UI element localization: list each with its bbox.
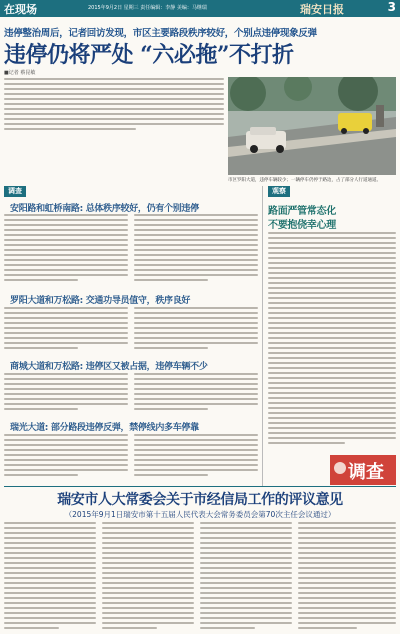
- section-4-col-a: [4, 434, 128, 482]
- bottom-col-3: [200, 522, 292, 630]
- section-tag-survey: 调查: [4, 186, 26, 197]
- section-title-1: 安阳路和虹桥南路: 总体秩序较好，仍有个别违停: [10, 204, 199, 214]
- section-title-4: 瑞光大道: 部分路段违停反弹，禁停线内多车停靠: [10, 423, 199, 433]
- paper-name: 瑞安日报: [300, 3, 344, 16]
- section-3-col-b: [134, 373, 258, 413]
- sidebar-title-line2: 不要抱侥幸心理: [268, 220, 336, 231]
- section-title-3: 商城大道和万松路: 违停区又被占据，违停车辆不少: [10, 362, 208, 372]
- section-1-col-b: [134, 214, 258, 286]
- column-divider: [262, 186, 263, 486]
- lead-kicker: 违停整治周后，记者回访发现，市区主要路段秩序较好，个别点违停现象反弹: [4, 28, 317, 39]
- dateline: 2015年9月2日 星期三 责任编辑：李静 美编：马继瑞: [88, 5, 207, 11]
- survey-banner: 调查: [330, 455, 396, 485]
- section-divider: [4, 486, 396, 487]
- bottom-col-4: [298, 522, 396, 630]
- photo-caption: 市区罗阳大道，违停车辆较少；一辆停车仍停于路边，占了部分人行道通道。: [228, 178, 381, 183]
- section-3-col-a: [4, 373, 128, 413]
- lead-body-text: [4, 78, 224, 130]
- section-title: 在现场: [4, 3, 37, 16]
- bottom-col-2: [102, 522, 194, 630]
- sidebar-tag: 观察: [268, 186, 290, 197]
- bottom-col-1: [4, 522, 96, 630]
- street-photo: [228, 77, 396, 175]
- section-title-2: 罗阳大道和万松路: 交通功导员值守，秩序良好: [10, 296, 191, 306]
- section-2-col-b: [134, 307, 258, 352]
- bottom-article-title: 瑞安市人大常委会关于市经信局工作的评议意见: [57, 492, 343, 508]
- page-number: 3: [387, 0, 396, 14]
- masthead: [0, 0, 400, 17]
- sidebar-body-text: [268, 232, 396, 450]
- bottom-article-subtitle: （2015年9月1日瑞安市第十五届人民代表大会常务委员会第70次主任会议通过）: [64, 510, 336, 519]
- section-4-col-b: [134, 434, 258, 482]
- lead-byline: ■记者 蔡昆敏: [4, 70, 36, 76]
- lead-headline: 违停仍将严处 “六必拖”不打折: [4, 42, 294, 68]
- survey-icon: [334, 462, 346, 474]
- section-2-col-a: [4, 307, 128, 352]
- section-1-col-a: [4, 214, 128, 286]
- sidebar-title-line1: 路面严管常态化: [268, 206, 336, 217]
